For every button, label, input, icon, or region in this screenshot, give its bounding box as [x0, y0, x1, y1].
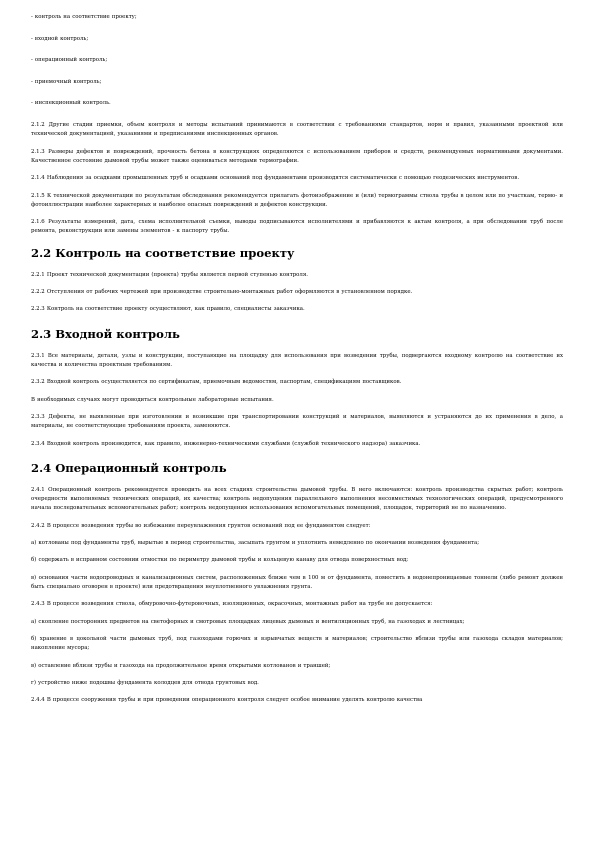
- section-heading: 2.3 Входной контроль: [31, 326, 180, 341]
- paragraph: 2.3.1 Все материалы, детали, узлы и конструкции, поступающие на площадку для использования при возведении трубы, подвергаются входному контролю на соответствие их качества и количества проектным требованиям.: [31, 352, 563, 368]
- section-operational-control: [31, 461, 563, 706]
- section-project-control: [31, 246, 563, 315]
- paragraph: г) устройство ниже подошвы фундамента колодцев для отвода грунтовых вод.: [31, 680, 259, 687]
- paragraph: в) оставление вблизи трубы и газохода на продолжительное время открытыми котлованов и траншей;: [31, 662, 331, 669]
- paragraph: а) котлованы под фундаменты труб, вырытые в период строительства, засыпать грунтом и уплотнить немедленно по окончании возведения фундамента;: [31, 539, 480, 546]
- paragraph: В необходимых случаях могут проводиться контрольные лабораторные испытания.: [31, 396, 274, 403]
- paragraph: а) скопление посторонних предметов на светофорных и смотровых площадках лицевых дымовых и вентиляционных труб, на газоходах и лестницах;: [31, 618, 465, 625]
- list-item: - операционный контроль;: [31, 57, 108, 64]
- paragraph: 2.3.2 Входной контроль осуществляется по сертификатам, приемочным ведомостям, паспортам, спецификациям поставщиков.: [31, 379, 402, 386]
- paragraph: в) основания части водопроводных и канализационных систем, расположенных ближе чем в 100 м от фундамента, поместить в водонепроницаемые тоннели (либо ремонт должен быть специально оговорен в проекте) или предотвращения неуплотненного увлажнения грунта.: [31, 574, 563, 590]
- document-page: [31, 13, 563, 714]
- paragraph: 2.2.3 Контроль на соответствие проекту осуществляют, как правило, специалисты заказчика.: [31, 306, 305, 313]
- list-item: - контроль на соответствие проекту;: [31, 14, 137, 20]
- paragraph: 2.1.4 Наблюдения за осадками промышленных труб и осадками оснований под фундаментами производятся систематически с помощью геодезических инструментов.: [31, 175, 520, 182]
- paragraph: 2.1.2 Другие стадии приемки, объем контроля и методы испытаний принимаются в соответствии с требованиями стандартов, норм и правил, указанными проектной или технической документацией, указаниями и предписаниями инспекционных органов.: [31, 121, 563, 138]
- control-types-list: [31, 13, 563, 109]
- paragraph: б) хранение в цокольной части дымовых труб, под газоходами горючих и взрывчатых веществ и материалов; строительство вблизи трубы или газохода складов материалов; накопление мусора;: [31, 636, 563, 652]
- paragraph: 2.3.3 Дефекты, не выявленные при изготовлении и возникшие при транспортировании конструкций и материалов, выявляются и устраняются до их применения в дело, а материалы, не соответствующие требованиям проекта, заменяются.: [31, 413, 563, 430]
- paragraph: 2.1.6 Результаты измерений, дата, схема исполнительной съемки, выводы подписываются исполнителями и прибавляются к актам контроля, а при обследовании труб после ремонта, реконструкции или замены элементов - к паспорту трубы.: [31, 219, 563, 235]
- section-heading: 2.4 Операционный контроль: [31, 460, 227, 475]
- list-item: - входной контроль;: [31, 35, 89, 42]
- section-incoming-control: [31, 327, 563, 449]
- paragraph: 2.4.4 В процессе сооружения трубы и при проведении операционного контроля следует особое внимание уделять контролю качества: [31, 697, 423, 704]
- paragraph: 2.1.3 Размеры дефектов и повреждений, прочность бетона в конструкциях определяются с использованием приборов и средств, рекомендуемых нормативными документами. Качественное состояние дымовой трубы может также оцениваться методами термографии.: [31, 148, 563, 164]
- paragraph: б) содержать в исправном состоянии отмостки по периметру дымовой трубы и кольцевую канаву для отвода поверхностных вод;: [31, 557, 409, 564]
- paragraph: 2.4.1 Операционный контроль рекомендуется проводить на всех стадиях строительства дымовой трубы. В него включаются: контроль производства скрытых работ; контроль очередности выполняемых технических операций, их качества; контроль недопущения параллельного выполнения несовместимых технологических операций, предусмотренного начала последовательных вспомогательных работ; контроль недопущения использования вспомогательных помещений, площадок, территорий не по назначению.: [31, 486, 563, 512]
- list-item: - инспекционный контроль.: [31, 100, 111, 107]
- paragraph: 2.1.5 К технической документации по результатам обследования рекомендуется прилагать фотоизображение и (или) термограммы ствола трубы в целом или по участкам, термо- и фотоиллюстрации наиболее характерных и наиболее опасных повреждений и дефектов конструкции.: [31, 192, 563, 208]
- paragraph: 2.2.1 Проект технической документации (проекта) трубы является первой ступенью контроля.: [31, 271, 308, 278]
- paragraph: 2.3.4 Входной контроль производится, как правило, инженерно-техническими службами (службой технического надзора) заказчика.: [31, 440, 421, 447]
- paragraph: 2.4.2 В процессе возведения трубы во избежание переувлажнения грунтов оснований под ее фундаментом следует:: [31, 522, 371, 529]
- section-heading: 2.2 Контроль на соответствие проекту: [31, 245, 295, 260]
- list-item: - приемочный контроль;: [31, 78, 102, 85]
- paragraph: 2.4.3 В процессе возведения ствола, обмуровочно-футеровочных, изоляционных, окрасочных, монтажных работ на трубе не допускается:: [31, 601, 433, 608]
- paragraph: 2.2.2 Отступления от рабочих чертежей при производстве строительно-монтажных работ оформляются в установленном порядке.: [31, 288, 413, 295]
